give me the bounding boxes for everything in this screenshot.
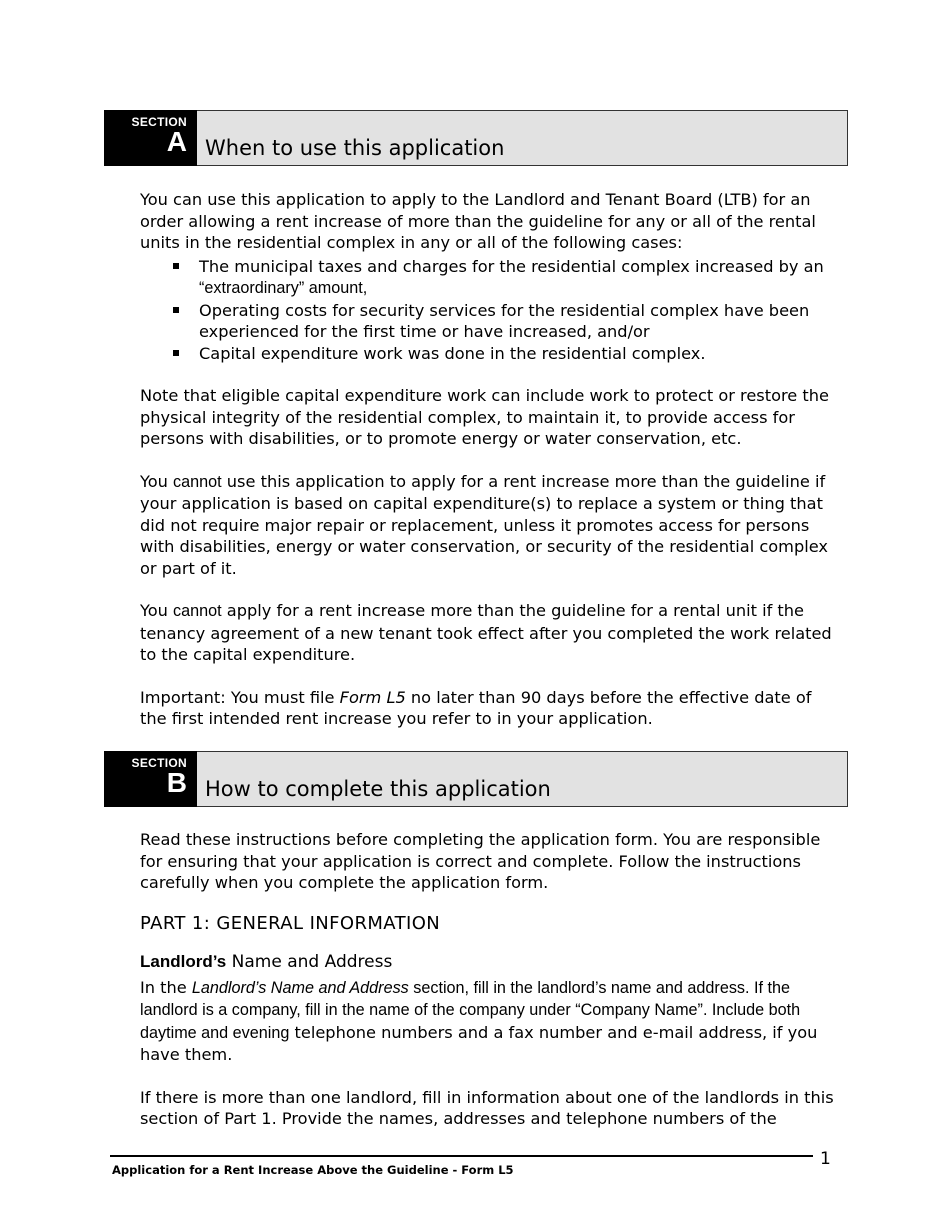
emphasis-cannot: cannot [173, 472, 222, 491]
subheading-rest: Name and Address [226, 952, 393, 972]
section-a-header [104, 110, 848, 166]
text-run: use this application to apply for a rent increase more than the guideline if your application is based on capital expenditure(s) to replace a system or thing that did not require major repair or replacement, unless it promotes access for persons with disabilities, energy or water conservation, or security of the residential complex or part of it. [140, 471, 828, 578]
cannot-paragraph-1 [140, 471, 840, 580]
list-item-text-cont: “extraordinary” amount, [199, 279, 368, 297]
instructions-paragraph: Read these instructions before completing the application form. You are responsible for ensuring that your application is correct and complete. Follow the instructions carefully when you complete the application form. [140, 830, 821, 892]
form-name: Form L5 [339, 687, 406, 707]
intro-paragraph: You can use this application to apply to the Landlord and Tenant Board (LTB) for an order allowing a rent increase of more than the guideline for any or all of the rental units in the residential complex in any or all of the following cases: [140, 190, 816, 252]
text-run: In the [140, 977, 192, 997]
section-b-title-box [197, 751, 848, 807]
part-heading: PART 1: GENERAL INFORMATION [140, 912, 441, 934]
section-letter: A [166, 126, 187, 157]
section-label: SECTION [131, 115, 187, 129]
text-run: You [140, 471, 174, 491]
list-item-text: Capital expenditure work was done in the residential complex. [199, 343, 706, 363]
text-run: no later than 90 days before the effective date of the first intended rent increase you refer to in your application. [140, 687, 812, 728]
section-a-badge [104, 110, 197, 166]
section-b-title: How to complete this application [205, 777, 551, 801]
list-item-text: The municipal taxes and charges for the residential complex increased by an [199, 256, 824, 276]
bullet-icon [173, 307, 179, 313]
important-paragraph [140, 687, 840, 730]
section-b-content [140, 829, 840, 1130]
emphasis-cannot: cannot [173, 602, 222, 620]
text-run: telephone numbers and a fax number and e-mail address, if you have them. [140, 1022, 818, 1064]
section-b-header [104, 751, 848, 807]
subheading-bold: Landlord’s [140, 952, 227, 971]
text-run: You must file [225, 687, 340, 707]
text-run: apply for a rent increase more than the guideline for a rental unit if the tenancy agreement of a new tenant took effect after you completed the work related to the capital expenditure. [140, 601, 832, 664]
text-run: section, fill in the landlord’s name and address. If the landlord is a company, fill in the name of the company under “Company Name”. Include both daytime and evening [140, 978, 801, 1042]
page-number: 1 [820, 1149, 831, 1169]
cannot-paragraph-2 [140, 600, 840, 666]
text-run: You [140, 601, 174, 620]
note-paragraph: Note that eligible capital expenditure work can include work to protect or restore the physical integrity of the residential complex, to maintain it, to provide access for persons with disabilities, or to promote energy or water conservation, etc. [140, 386, 829, 448]
bullet-icon [173, 263, 179, 269]
section-a-title-box [197, 110, 848, 166]
section-label: SECTION [131, 756, 187, 770]
section-a-title: When to use this application [205, 136, 505, 160]
subheading [140, 951, 840, 974]
list-item-text: Operating costs for security services for the residential complex have been experienced for the first time or have increased, and/or [199, 300, 810, 341]
list-item [140, 300, 840, 343]
section-name: Landlord’s Name and Address [191, 978, 409, 997]
bullet-icon [173, 350, 179, 356]
footer-text: Application for a Rent Increase Above the Guideline - Form L5 [112, 1163, 514, 1177]
list-item [140, 256, 840, 300]
footer-rule [110, 1155, 813, 1157]
section-a-content [140, 189, 840, 730]
section-letter: B [166, 767, 187, 798]
multiple-landlords-paragraph: If there is more than one landlord, fill in information about one of the landlords in this section of Part 1. Provide the names, addresses and telephone numbers of the [140, 1087, 834, 1128]
section-b-badge [104, 751, 197, 807]
list-item [140, 343, 840, 365]
important-label: Important: [140, 687, 226, 707]
landlord-paragraph [140, 977, 840, 1066]
cases-list [140, 256, 840, 365]
